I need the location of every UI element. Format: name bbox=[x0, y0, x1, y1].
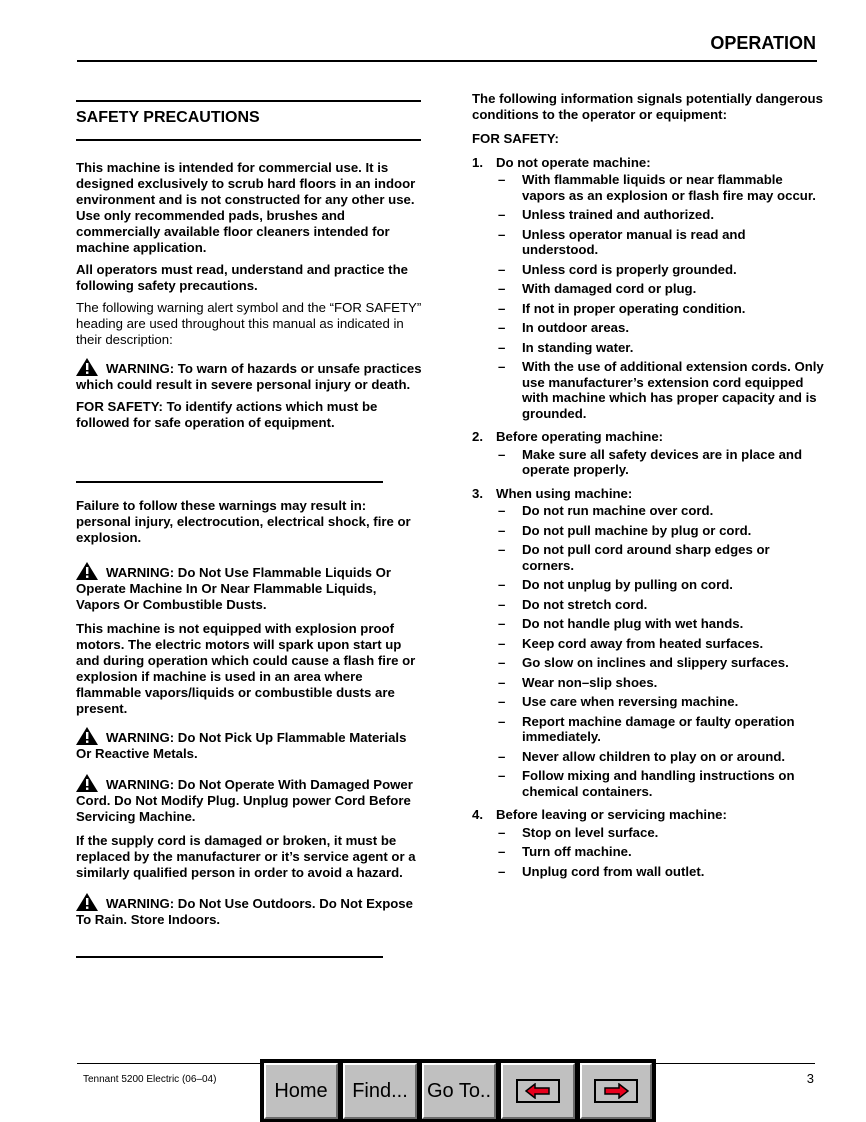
forsafety-definition: FOR SAFETY: To identify actions which must be followed for safe operation of equipment. bbox=[76, 399, 378, 430]
warning-definition-text: WARNING: To warn of hazards or unsafe practices which could result in severe personal injury or death. bbox=[76, 361, 422, 392]
sub-list-item: – Do not pull cord around sharp edges or corners. bbox=[472, 542, 824, 573]
for-safety-heading: FOR SAFETY: bbox=[472, 131, 559, 146]
warning-triangle-icon bbox=[76, 774, 98, 792]
warning-outdoors bbox=[76, 893, 424, 928]
sub-list-item: – Turn off machine. bbox=[472, 844, 824, 860]
sub-list-item: – Never allow children to play on or around. bbox=[472, 749, 824, 765]
sub-list-item: – In standing water. bbox=[472, 340, 824, 356]
sub-list-item: – With the use of additional extension cords. Only use manufacturer’s extension cord equipped with machine which has proper capacity and is grounded. bbox=[472, 359, 824, 421]
list-item-number: 3. bbox=[472, 485, 483, 501]
safety-list bbox=[472, 155, 824, 880]
warning-flammable bbox=[76, 562, 424, 613]
find-button[interactable]: Find... bbox=[343, 1063, 417, 1119]
sub-list bbox=[472, 447, 824, 478]
sub-list-item: – Report machine damage or faulty operation immediately. bbox=[472, 714, 824, 745]
sub-list-item: – Unplug cord from wall outlet. bbox=[472, 864, 824, 880]
sub-list bbox=[472, 503, 824, 799]
sub-list bbox=[472, 172, 824, 421]
warning-triangle-icon bbox=[76, 893, 98, 911]
sub-list-item: – With flammable liquids or near flammable vapors as an explosion or flash fire may occur. bbox=[472, 172, 824, 203]
sub-list bbox=[472, 825, 824, 880]
sub-list-item: – Do not run machine over cord. bbox=[472, 503, 824, 519]
section-bottom-rule bbox=[76, 139, 421, 141]
warning-reactive-text: WARNING: Do Not Pick Up Flammable Materials Or Reactive Metals. bbox=[76, 730, 407, 761]
page-number: 3 bbox=[806, 1071, 814, 1086]
header-rule bbox=[77, 60, 817, 62]
list-item-number: 4. bbox=[472, 807, 483, 822]
home-button[interactable]: Home bbox=[264, 1063, 338, 1119]
previous-page-button[interactable] bbox=[501, 1063, 575, 1119]
left-column-warnings bbox=[76, 498, 424, 928]
warning-reactive bbox=[76, 727, 424, 762]
operators-paragraph: All operators must read, understand and practice the following safety precautions. bbox=[76, 262, 408, 293]
warning-triangle-icon bbox=[76, 727, 98, 745]
warning-triangle-icon bbox=[76, 358, 98, 376]
sub-list-item: – Make sure all safety devices are in place and operate properly. bbox=[472, 447, 824, 478]
sub-list-item: – Keep cord away from heated surfaces. bbox=[472, 636, 824, 652]
warning-flammable-text: WARNING: Do Not Use Flammable Liquids Or Operate Machine In Or Near Flammable Liquids, Vapors Or Combustible Dusts. bbox=[76, 565, 392, 612]
sub-list-item: – Wear non–slip shoes. bbox=[472, 675, 824, 691]
sub-list-item: – Do not handle plug with wet hands. bbox=[472, 616, 824, 632]
sub-list-item: – In outdoor areas. bbox=[472, 320, 824, 336]
cord-paragraph: If the supply cord is damaged or broken, it must be replaced by the manufacturer or it’s service agent or a similarly qualified person in order to avoid a hazard. bbox=[76, 833, 416, 880]
sub-list-item: – Go slow on inclines and slippery surfaces. bbox=[472, 655, 824, 671]
sub-list-item: – With damaged cord or plug. bbox=[472, 281, 824, 297]
bottom-divider-rule bbox=[76, 956, 383, 958]
list-item-title: Before leaving or servicing machine: bbox=[496, 807, 727, 822]
sub-list-item: – Unless trained and authorized. bbox=[472, 207, 824, 223]
right-intro: The following information signals potentially dangerous conditions to the operator or equipment: bbox=[472, 91, 823, 122]
sub-list-item: – Use care when reversing machine. bbox=[472, 694, 824, 710]
section-top-rule bbox=[76, 100, 421, 102]
explosion-paragraph: This machine is not equipped with explosion proof motors. The electric motors will spark upon start up and during operation which could cause a flash fire or explosion if machine is used in an area where flammable vapors/liquids or combustible dusts are present. bbox=[76, 621, 416, 716]
sub-list-item: – Do not stretch cord. bbox=[472, 597, 824, 613]
navigation-bar bbox=[260, 1059, 656, 1122]
list-item-number: 2. bbox=[472, 429, 483, 444]
list-item-title: Before operating machine: bbox=[496, 429, 664, 444]
sub-list-item: – Do not pull machine by plug or cord. bbox=[472, 523, 824, 539]
sub-list-item: – Unless operator manual is read and understood. bbox=[472, 227, 824, 258]
intro-paragraph: This machine is intended for commercial use. It is designed exclusively to scrub hard floors in an indoor environment and is not constructed for any other use. Use only recommended pads, brushes and commercially available floor cleaners intended for machine application. bbox=[76, 160, 416, 255]
arrow-left-icon bbox=[516, 1079, 560, 1103]
section-heading: SAFETY PRECAUTIONS bbox=[76, 109, 260, 126]
sub-list-item: – Do not unplug by pulling on cord. bbox=[472, 577, 824, 593]
page-section-title: OPERATION bbox=[710, 33, 816, 53]
safety-list-item bbox=[472, 429, 824, 445]
warning-triangle-icon bbox=[76, 562, 98, 580]
arrow-right-icon bbox=[594, 1079, 638, 1103]
sub-list-item: – Stop on level surface. bbox=[472, 825, 824, 841]
warning-cord-text: WARNING: Do Not Operate With Damaged Power Cord. Do Not Modify Plug. Unplug power Cord Before Servicing Machine. bbox=[76, 777, 413, 824]
symbol-note-paragraph: The following warning alert symbol and the “FOR SAFETY” heading are used throughout this manual as indicated in their description: bbox=[76, 300, 422, 347]
divider-rule bbox=[76, 481, 383, 483]
sub-list-item: – Follow mixing and handling instructions on chemical containers. bbox=[472, 768, 824, 799]
footer-doc-title: Tennant 5200 Electric (06–04) bbox=[83, 1074, 217, 1085]
warning-definition bbox=[76, 358, 424, 393]
sub-list-item: – If not in proper operating condition. bbox=[472, 301, 824, 317]
warning-cord bbox=[76, 774, 424, 825]
safety-list-item bbox=[472, 155, 824, 171]
list-item-title: When using machine: bbox=[496, 485, 633, 501]
left-column-top bbox=[76, 160, 424, 431]
sub-list-item: – Unless cord is properly grounded. bbox=[472, 262, 824, 278]
safety-list-item bbox=[472, 486, 824, 502]
goto-button[interactable]: Go To.. bbox=[422, 1063, 496, 1119]
list-item-number: 1. bbox=[472, 154, 483, 170]
safety-list-item bbox=[472, 807, 824, 823]
next-page-button[interactable] bbox=[580, 1063, 652, 1119]
right-column bbox=[472, 91, 824, 879]
list-item-title: Do not operate machine: bbox=[496, 154, 651, 170]
warning-outdoors-text: WARNING: Do Not Use Outdoors. Do Not Expose To Rain. Store Indoors. bbox=[76, 896, 413, 927]
failure-paragraph: Failure to follow these warnings may result in: personal injury, electrocution, electrical shock, fire or explosion. bbox=[76, 498, 411, 545]
